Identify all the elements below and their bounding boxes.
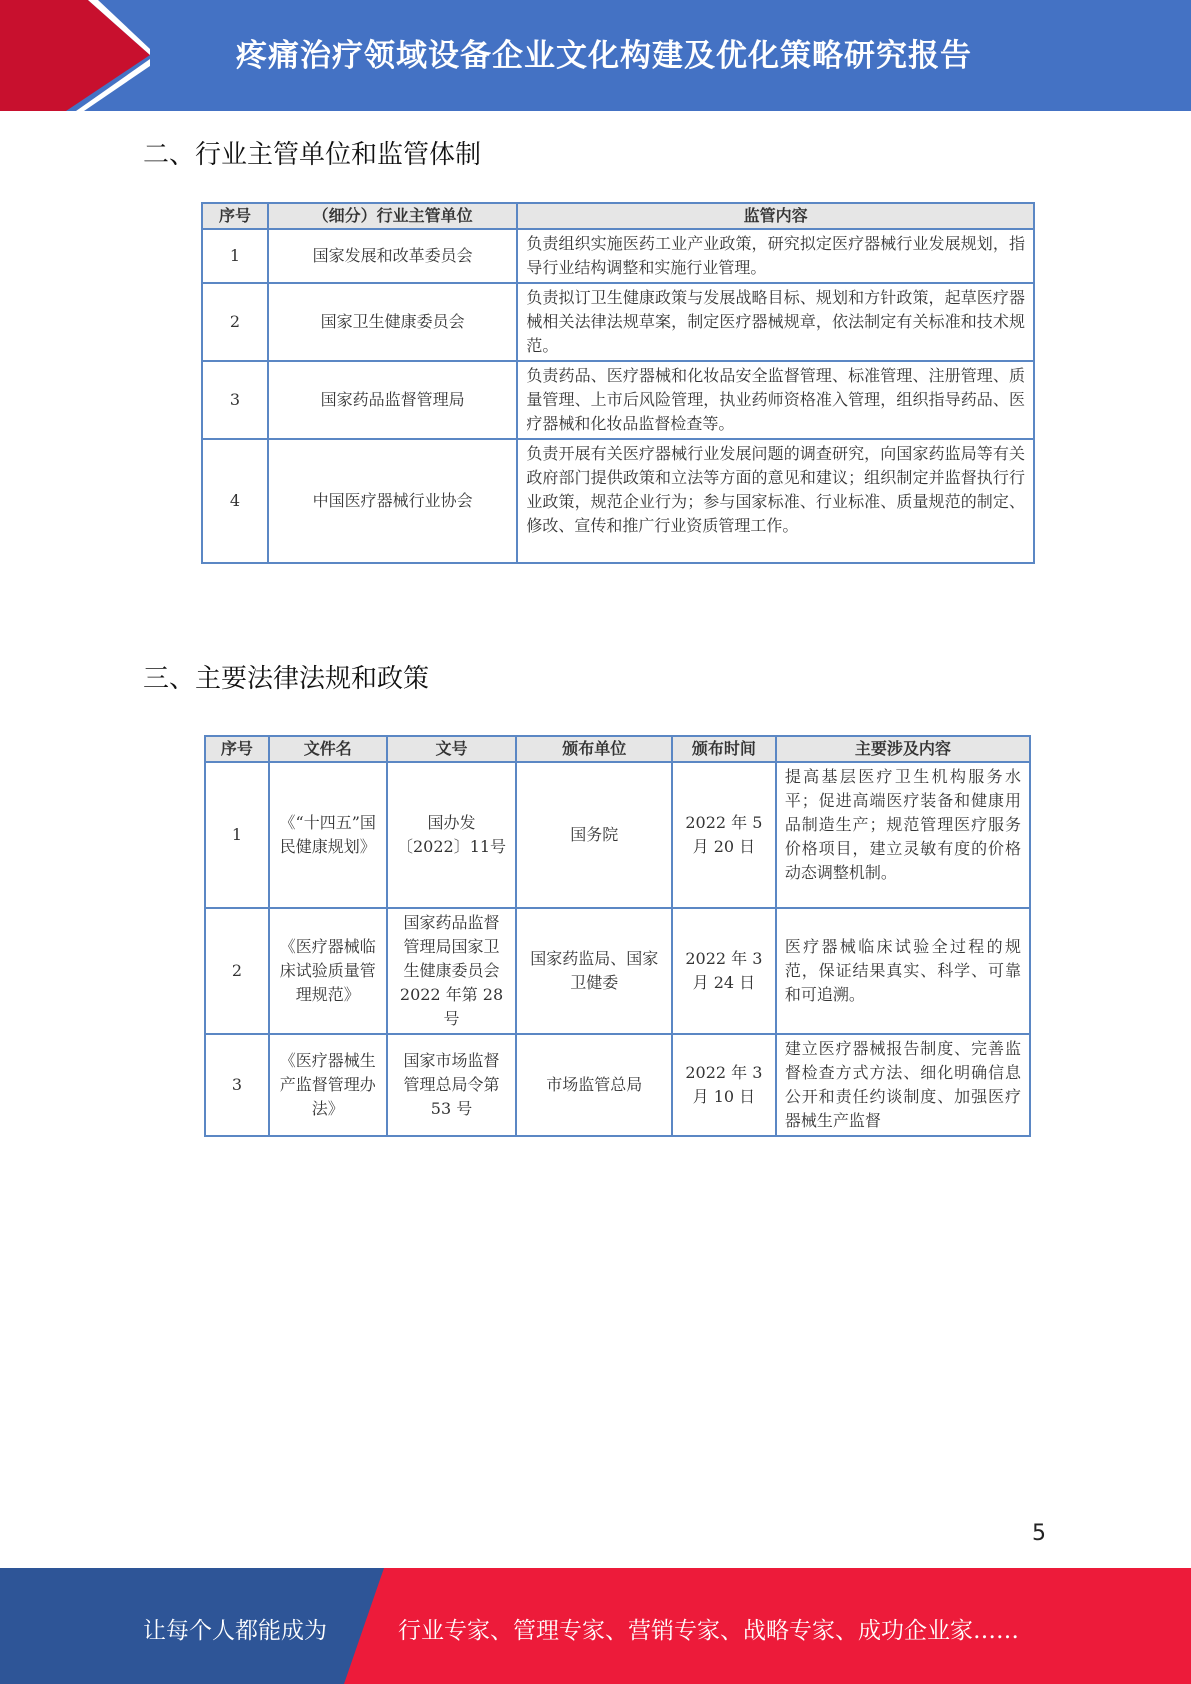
issue-date: 2022 年 5 月 20 日	[672, 762, 776, 908]
table-row	[205, 1034, 1030, 1136]
regulation-content: 负责拟订卫生健康政策与发展战略目标、规划和方针政策，起草医疗器械相关法律法规草案，制定医疗器械规章，依法制定有关标准和技术规范。	[517, 283, 1034, 361]
issue-date: 2022 年 3 月 24 日	[672, 908, 776, 1034]
policy-content: 提高基层医疗卫生机构服务水平；促进高端医疗装备和健康用品制造生产；规范管理医疗服务价格项目，建立灵敏有度的价格动态调整机制。	[776, 762, 1030, 908]
row-number: 3	[202, 361, 268, 439]
table-row	[202, 439, 1034, 563]
column-header: （细分）行业主管单位	[268, 203, 517, 229]
table-row	[202, 229, 1034, 283]
page-number: 5	[1032, 1521, 1046, 1546]
regulation-content: 负责组织实施医药工业产业政策，研究拟定医疗器械行业发展规划，指导行业结构调整和实施行业管理。	[517, 229, 1034, 283]
regulator-unit: 国家药品监督管理局	[268, 361, 517, 439]
column-header: 文件名	[269, 736, 387, 762]
section2-heading: 二、行业主管单位和监管体制	[143, 140, 482, 170]
column-header: 序号	[205, 736, 269, 762]
table-header-row	[202, 203, 1034, 229]
regulators-table	[201, 202, 1035, 564]
row-number: 1	[202, 229, 268, 283]
issue-date: 2022 年 3 月 10 日	[672, 1034, 776, 1136]
row-number: 2	[205, 908, 269, 1034]
header-red-chevron	[0, 0, 150, 111]
issuing-authority: 国务院	[516, 762, 672, 908]
row-number: 1	[205, 762, 269, 908]
issuing-authority: 市场监管总局	[516, 1034, 672, 1136]
policy-name: 《医疗器械临床试验质量管理规范》	[269, 908, 387, 1034]
column-header: 颁布单位	[516, 736, 672, 762]
document-number: 国办发〔2022〕11号	[387, 762, 517, 908]
table-row	[202, 361, 1034, 439]
regulation-content: 负责药品、医疗器械和化妆品安全监督管理、标准管理、注册管理、质量管理、上市后风险管理，执业药师资格准入管理，组织指导药品、医疗器械和化妆品监督检查等。	[517, 361, 1034, 439]
issuing-authority: 国家药监局、国家卫健委	[516, 908, 672, 1034]
document-number: 国家市场监督管理总局令第 53 号	[387, 1034, 517, 1136]
row-number: 4	[202, 439, 268, 563]
column-header: 颁布时间	[672, 736, 776, 762]
policy-name: 《“十四五”国民健康规划》	[269, 762, 387, 908]
column-header: 监管内容	[517, 203, 1034, 229]
policy-name: 《医疗器械生产监督管理办法》	[269, 1034, 387, 1136]
regulator-unit: 中国医疗器械行业协会	[268, 439, 517, 563]
policies-table	[204, 735, 1031, 1137]
footer-banner	[0, 1568, 1191, 1684]
regulator-unit: 国家发展和改革委员会	[268, 229, 517, 283]
footer-slogan-right: 行业专家、管理专家、营销专家、战略专家、成功企业家……	[398, 1618, 1019, 1644]
row-number: 3	[205, 1034, 269, 1136]
policy-content: 建立医疗器械报告制度、完善监督检查方式方法、细化明确信息公开和责任约谈制度、加强医疗器械生产监督	[776, 1034, 1030, 1136]
policy-content: 医疗器械临床试验全过程的规范，保证结果真实、科学、可靠和可追溯。	[776, 908, 1030, 1034]
table-row	[202, 283, 1034, 361]
table-row	[205, 908, 1030, 1034]
section3-heading: 三、主要法律法规和政策	[143, 664, 430, 694]
column-header: 序号	[202, 203, 268, 229]
report-title: 疼痛治疗领域设备企业文化构建及优化策略研究报告	[236, 38, 972, 74]
column-header: 主要涉及内容	[776, 736, 1030, 762]
footer-slogan-left: 让每个人都能成为	[143, 1618, 327, 1644]
table-header-row	[205, 736, 1030, 762]
column-header: 文号	[387, 736, 517, 762]
row-number: 2	[202, 283, 268, 361]
document-number: 国家药品监督管理局国家卫生健康委员会 2022 年第 28 号	[387, 908, 517, 1034]
regulator-unit: 国家卫生健康委员会	[268, 283, 517, 361]
table-row	[205, 762, 1030, 908]
header-banner	[0, 0, 1191, 111]
regulation-content: 负责开展有关医疗器械行业发展问题的调查研究，向国家药监局等有关政府部门提供政策和立法等方面的意见和建议；组织制定并监督执行行业政策，规范企业行为；参与国家标准、行业标准、质量规范的制定、修改、宣传和推广行业资质管理工作。	[517, 439, 1034, 563]
